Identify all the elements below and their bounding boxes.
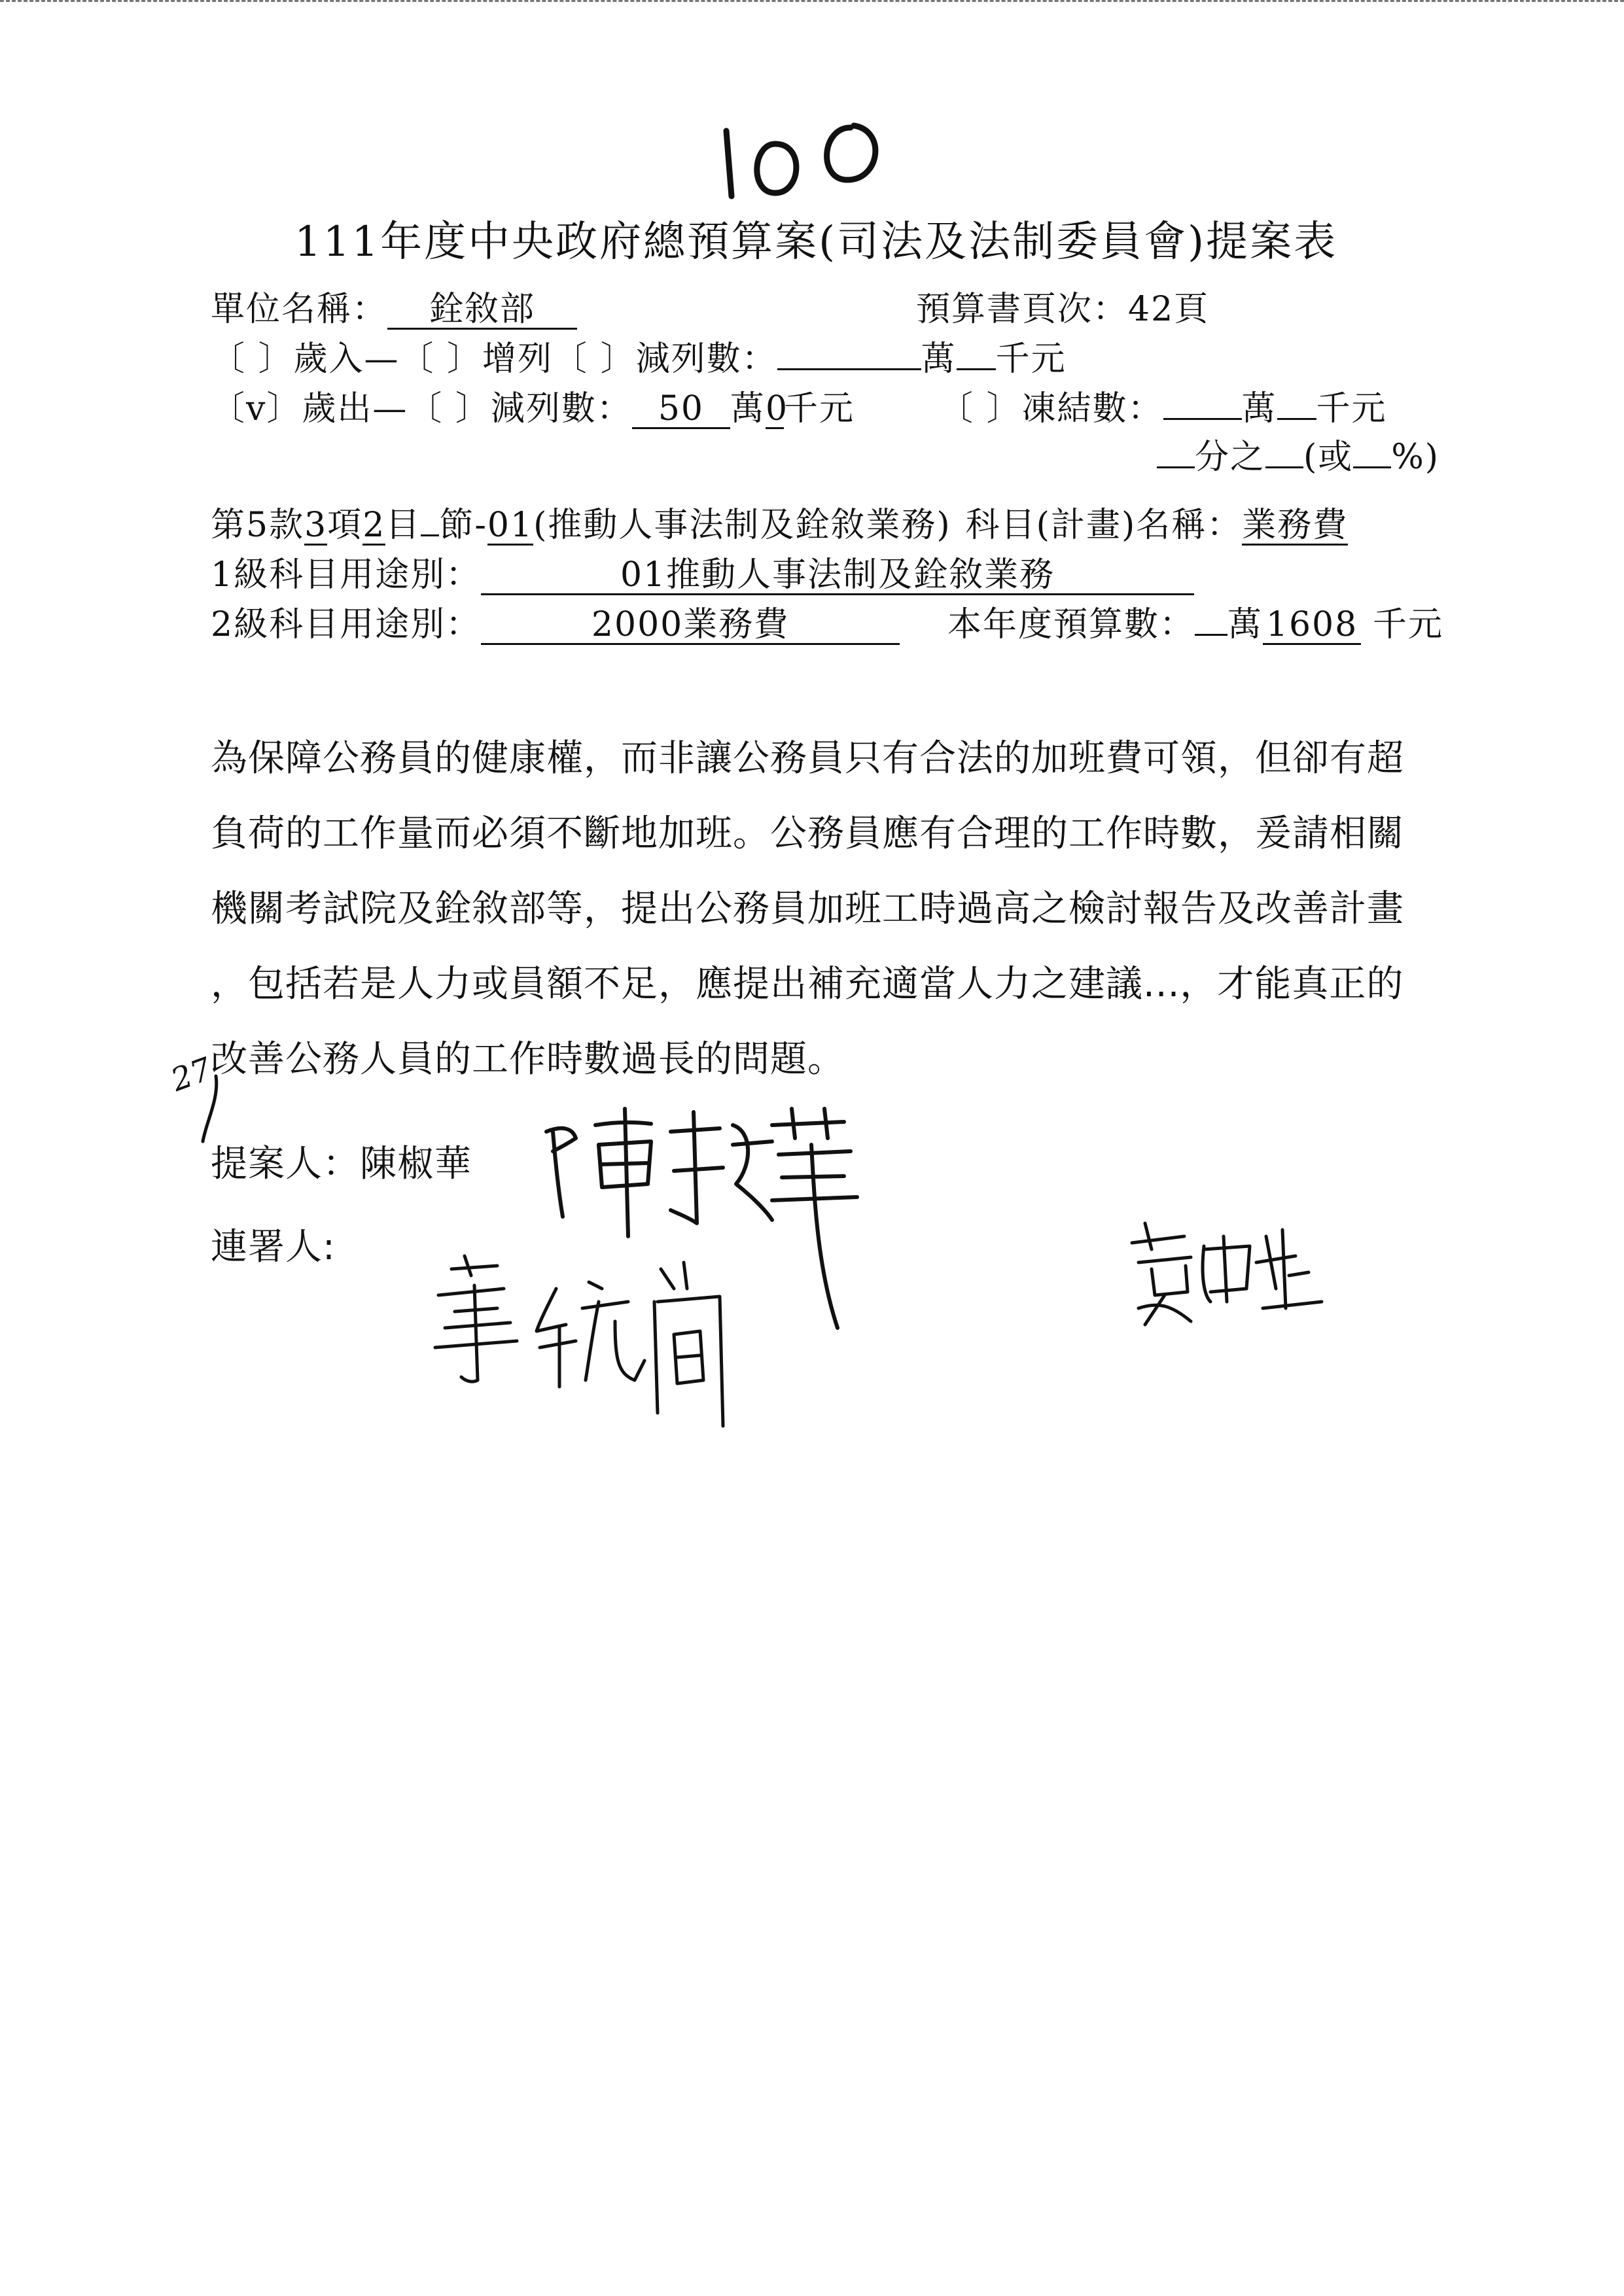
fraction-part1: 分之 xyxy=(1195,438,1266,477)
level2-row xyxy=(211,597,900,646)
annual-budget-unit: 千元 xyxy=(1373,605,1444,644)
expense-row xyxy=(211,381,855,430)
margin-note-stroke xyxy=(190,1073,229,1145)
expense-amount-wan: 50 xyxy=(632,391,730,429)
annual-budget-label: 本年度預算數： xyxy=(947,605,1195,644)
freeze-qian: 千元 xyxy=(1316,389,1387,428)
annual-budget-value: 1608 xyxy=(1263,607,1361,645)
revenue-wan: 萬 xyxy=(921,339,957,379)
body-line-5: 改善公務人員的工作時數過長的問題。 xyxy=(211,1038,845,1081)
budget-page-value: 42頁 xyxy=(1128,290,1210,329)
item-xiang-number: 3 xyxy=(304,506,328,545)
freeze-wan-blank xyxy=(1163,418,1242,420)
margin-note: 27 xyxy=(166,1051,217,1099)
revenue-qian: 千元 xyxy=(995,339,1067,379)
freeze-label: 〔 〕凍結數： xyxy=(939,389,1163,428)
item-xiang-label: 項 xyxy=(327,506,363,545)
body-line-4: ，包括若是人力或員額不足，應提出補充適當人力之建議...，才能真正的 xyxy=(211,963,1404,1005)
expense-qian: 千元 xyxy=(783,389,855,428)
cosigner-signature-1 xyxy=(425,1249,733,1433)
fraction-part3: %) xyxy=(1391,438,1440,477)
unit-value: 銓敘部 xyxy=(387,292,577,330)
item-plan-suffix: (推動人事法制及銓敘業務) xyxy=(533,506,951,545)
expense-amount-qian: 0 xyxy=(765,389,789,428)
revenue-qian-blank xyxy=(957,368,996,370)
level2-label: 2級科目用途別： xyxy=(211,605,482,644)
fraction-row xyxy=(1157,429,1439,478)
revenue-amount-blank xyxy=(777,368,921,370)
cosigner-signature-2 xyxy=(1125,1210,1335,1328)
body-line-2: 負荷的工作量而必須不斷地加班。公務員應有合理的工作時數，爰請相關 xyxy=(211,812,1404,855)
item-plan-code: 01 xyxy=(487,506,534,545)
scan-edge-line xyxy=(0,0,1624,6)
item-mu-label: 目 xyxy=(385,506,421,545)
level1-row xyxy=(211,547,1194,596)
unit-row xyxy=(211,281,577,330)
budget-page-row xyxy=(916,281,1209,330)
budget-page-label: 預算書頁次： xyxy=(916,290,1129,329)
form-title: 111年度中央政府總預算案(司法及法制委員會)提案表 xyxy=(294,218,1338,266)
expense-wan: 萬 xyxy=(730,389,766,428)
proposer-label: 提案人：陳椒華 xyxy=(211,1143,472,1185)
item-mu-number: 2 xyxy=(362,506,386,545)
item-subject-label: 科目(計畫)名稱： xyxy=(965,506,1243,545)
item-row: 第5款3項2目 節-01(推動人事法制及銓敘業務) 科目(計畫)名稱：業務費 xyxy=(211,506,1349,545)
handwritten-page-number xyxy=(713,111,909,209)
cosigner-label: 連署人: xyxy=(211,1226,336,1268)
freeze-qian-blank xyxy=(1277,418,1316,420)
body-line-1: 為保障公務員的健康權，而非讓公務員只有合法的加班費可領，但卻有超 xyxy=(211,737,1404,780)
expense-brackets: 〔v〕歲出—〔 〕減列數： xyxy=(211,389,632,428)
freeze-wan: 萬 xyxy=(1241,389,1277,428)
level1-value: 01推動人事法制及銓敘業務 xyxy=(481,557,1194,595)
item-subject-value: 業務費 xyxy=(1242,506,1349,545)
revenue-brackets: 〔 〕歲入—〔 〕增列〔 〕減列數： xyxy=(211,339,777,379)
level2-value: 2000業務費 xyxy=(481,607,900,645)
unit-label: 單位名稱： xyxy=(211,290,388,329)
body-line-3: 機關考試院及銓敘部等，提出公務員加班工時過高之檢討報告及改善計畫 xyxy=(211,888,1404,930)
fraction-part2: (或 xyxy=(1303,438,1354,477)
level1-label: 1級科目用途別： xyxy=(211,555,482,595)
item-kuan: 第5款 xyxy=(211,506,305,545)
revenue-row xyxy=(211,331,1067,380)
annual-budget-wan: 萬 xyxy=(1227,605,1263,644)
item-jie-label: 節 xyxy=(439,506,475,545)
freeze-row xyxy=(939,381,1387,430)
annual-budget-row xyxy=(947,597,1443,646)
